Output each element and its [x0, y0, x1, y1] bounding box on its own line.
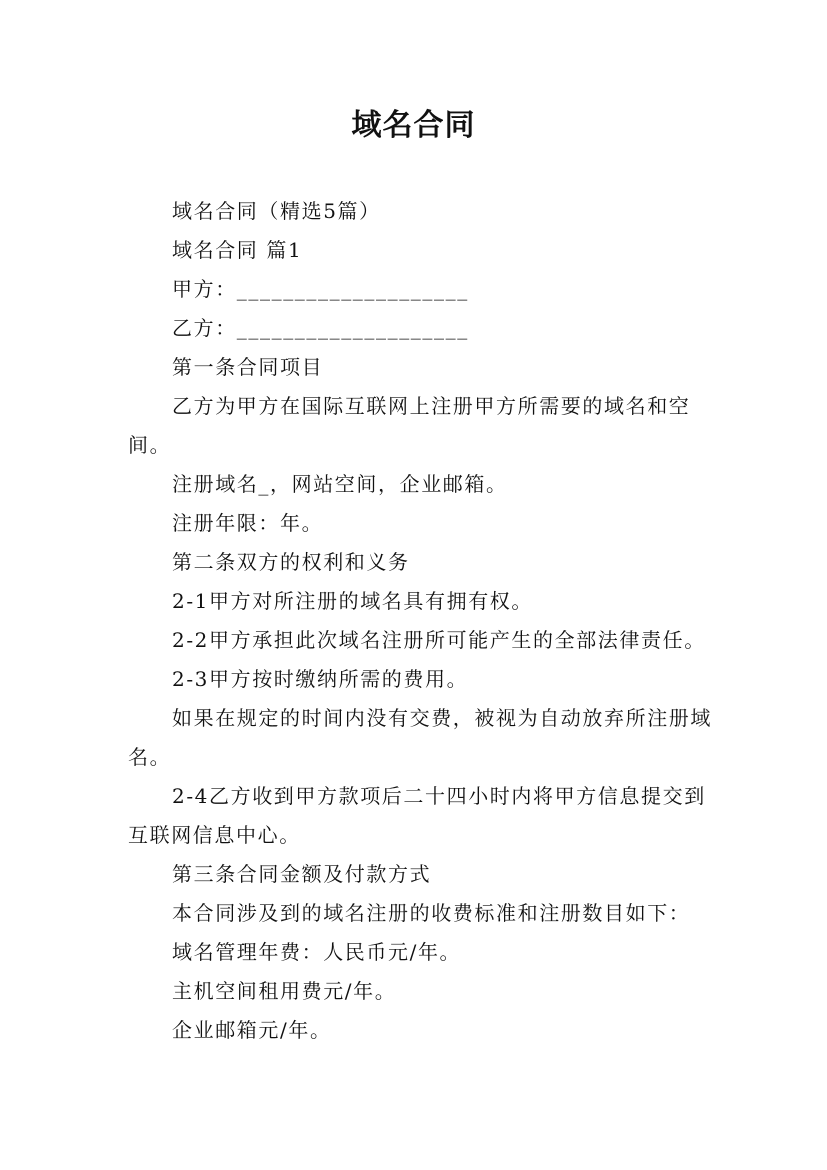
paragraph-article-3-heading: 第三条合同金额及付款方式 — [172, 862, 432, 886]
document-title: 域名合同 — [351, 108, 476, 143]
paragraph-payment-default: 如果在规定的时间内没有交费，被视为自动放弃所注册域名。 — [128, 706, 712, 769]
paragraph-article-1-text: 乙方为甲方在国际互联网上注册甲方所需要的域名和空间。 — [128, 394, 691, 457]
paragraph-email-fee: 企业邮箱元/年。 — [172, 1018, 332, 1042]
paragraph-2-2: 2-2甲方承担此次域名注册所可能产生的全部法律责任。 — [172, 628, 706, 652]
paragraph-registration-term: 注册年限：年。 — [172, 511, 324, 535]
paragraph-2-1: 2-1甲方对所注册的域名具有拥有权。 — [172, 589, 534, 613]
paragraph-party-a: 甲方：____________________ — [172, 277, 469, 301]
paragraph-hosting-fee: 主机空间租用费元/年。 — [172, 979, 397, 1003]
paragraph-fee-intro: 本合同涉及到的域名注册的收费标准和注册数目如下： — [172, 901, 691, 925]
document-body — [128, 192, 718, 1050]
paragraph-article-1-heading: 第一条合同项目 — [172, 355, 324, 379]
paragraph-2-3: 2-3甲方按时缴纳所需的费用。 — [172, 667, 469, 691]
paragraph-2-4: 2-4乙方收到甲方款项后二十四小时内将甲方信息提交到互联网信息中心。 — [128, 784, 706, 847]
paragraph-subtitle: 域名合同（精选5篇） — [172, 199, 381, 223]
paragraph-article-2-heading: 第二条双方的权利和义务 — [172, 550, 410, 574]
paragraph-section-heading: 域名合同 篇1 — [172, 238, 303, 262]
paragraph-registration-domain: 注册域名_，网站空间，企业邮箱。 — [172, 472, 508, 496]
paragraph-party-b: 乙方：____________________ — [172, 316, 469, 340]
paragraph-domain-fee: 域名管理年费：人民币元/年。 — [172, 940, 462, 964]
